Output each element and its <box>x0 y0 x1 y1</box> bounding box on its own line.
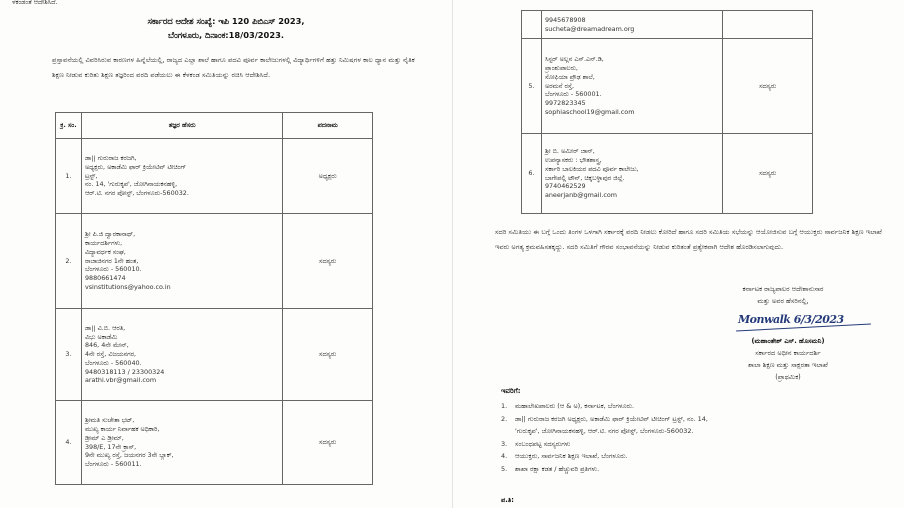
detail-phone: 9480318113 / 23300324 <box>84 367 165 376</box>
list-item-text: ಆಯುಕ್ತರು, ಸಾರ್ವಜನಿಕ ಶಿಕ್ಷಣ ಇಲಾಖೆ, ಬೆಂಗಳೂರು. <box>515 452 628 460</box>
detail-line: ಸಿಸ್ಟರ್ ಅಲ್ಲನ ಎಸ್.ಎನ್.ಡಿ, <box>544 55 604 64</box>
order-place-date: ಬೆಂಗಳೂರು, ದಿನಾಂಕ:18/03/2023. <box>167 30 285 40</box>
detail-line: ಶ್ರೀ ಪಿ.ಜಿ ದ್ವಾರಕಾನಾಥ್, <box>84 230 136 239</box>
list-item-number: 5. <box>501 464 508 473</box>
list-item-text: ಡಾ|| ಗುರುರಾಜ ಕರಜಗಿ ಅಧ್ಯಕ್ಷರು, ಅಕಾಡೆಮಿ ಫಾರ್ ಕ್ರಿಯೇಟಿವ್ ಟೀಚಿಂಗ್ ಟ್ರಸ್ಟ್, ನಂ. 14, <box>515 414 708 423</box>
detail-line: ಬೆಂಗಳೂರು - 560001. <box>544 90 602 99</box>
row-member-details <box>81 401 282 485</box>
list-item-number: 2. <box>501 414 508 423</box>
table-row <box>56 401 373 485</box>
detail-line: ವಿದ್ಯಾವರ್ಧಕ ಸಂಘ, <box>84 247 126 256</box>
detail-line: ಮುಖ್ಯ ಕಾರ್ಯ ನಿರ್ವಾಹಕ ಅಧಿಕಾರಿ, <box>84 424 160 433</box>
handwritten-signature: Monwalk 6/3/2023 <box>738 313 844 326</box>
instruction-paragraph: ಸದರಿ ಸಮಿತಿಯು ಈ ಬಗ್ಗೆ ಒಂದು ತಿಂಗಳ ಒಳಗಾಗಿ ಸರ್ಕಾರಕ್ಕೆ ವರದಿ ನೀಡಲು ಕೋರಿದೆ ಹಾಗೂ ಸದರಿ ಸಮಿತಿಯ ಸಭೆಯನ್ನು ಆಯೋಜಿಸುವ ಬಗ್ಗೆ ಆಯುಕ್ತರು ಸಾರ್ವಜನಿಕ ಶಿಕ್ಷಣ ಇಲಾಖೆ ಇವರು ಅಗತ್ಯ ಕ್ರಮವಹಿಸತಕ್ಕದ್ದು. ಸದರಿ ಸಮಿತಿಗೆ ಗೌರವ ಸಂಭಾವನೆಯನ್ನು ನೀಡುವ ಕುರಿತಂತೆ ಪ್ರತ್ಯೇಕವಾಗಿ ಆದೇಶ ಹೊರಡಿಸಲಾಗುವುದು. <box>495 228 882 251</box>
table-row <box>522 134 813 214</box>
list-item <box>501 438 891 451</box>
detail-line: ಸೋಫಿಯಾ ಪ್ರೌಢ ಶಾಲೆ, <box>544 72 595 81</box>
detail-line: ಡಾ|| ಗುರುರಾಜ ಕರಜಗಿ, <box>84 154 137 162</box>
detail-line: ರಾಜಾಜಿನಗರ 1ನೇ ಹಂತ, <box>84 256 139 265</box>
detail-line: ಡಾ|| ವಿ.ಬಿ. ಆರತಿ, <box>84 323 126 332</box>
detail-line: ವಿಭು ಅಕಾಡೆಮಿ <box>84 332 118 341</box>
detail-line: ಆರ್.ಟಿ. ನಗರ ಪೋಸ್ಟ್, ಬೆಂಗಳೂರು-560032. <box>84 189 189 198</box>
table-row <box>522 11 813 39</box>
detail-line: 398/E, 17ನೇ ಕ್ರಾಸ್, <box>84 442 137 451</box>
copy-to-heading: ಇವರಿಗೆ: <box>501 387 521 395</box>
detail-email: arathi.vbr@gmail.com <box>84 376 157 385</box>
closing-line: ಕರ್ನಾಟಕ ರಾಜ್ಯಪಾಲರ ಆದೇಶಾನುಸಾರ <box>742 285 824 293</box>
detail-line: ಬಾಗೇಪಲ್ಲಿ ಟೌನ್, ಚಿಕ್ಕಬಳ್ಳಾಪುರ ಜಿಲ್ಲೆ. <box>544 173 625 182</box>
copy-to-list <box>501 400 891 475</box>
detail-line: ಡ್ರೀಮ್ ಎ ಡ್ರೀಮ್, <box>84 433 124 442</box>
row-member-details <box>81 214 282 309</box>
signatory-title: ಸರ್ಕಾರದ ಅಧೀನ ಕಾರ್ಯದರ್ಶಿ <box>755 349 821 357</box>
detail-line: ಟ್ರಸ್ಟ್, <box>84 171 98 180</box>
detail-email: aneerjanb@gmail.com <box>544 191 618 200</box>
page-top-fragment: ಳಕಂಡಂತೆ ಆದೇಶಿಸಿದೆ. <box>12 0 58 6</box>
header-designation: ಪದನಾಮ <box>283 113 373 139</box>
table-row <box>56 214 373 309</box>
detail-phone: 9972823345 <box>544 99 586 108</box>
detail-email: sophiaschool19@gmail.com <box>544 107 635 116</box>
list-item <box>501 450 891 463</box>
table-row <box>56 139 373 214</box>
detail-line: ಸರ್ಕಾರಿ ಬಾಲಕಿಯರ ಪದವಿ ಪೂರ್ವ ಕಾಲೇಜು, <box>544 164 639 173</box>
closing-line: ಮತ್ತು ಅವರ ಹೆಸರಿನಲ್ಲಿ, <box>757 297 809 305</box>
list-item-number: 3. <box>501 439 508 448</box>
detail-line: 846, 4ನೇ ಮೇನ್, <box>84 341 129 350</box>
row-designation: ಸದಸ್ಯರು <box>723 134 813 214</box>
detail-phone: 9880661474 <box>84 274 126 283</box>
list-item-text: ಮಹಾಲೇಖಪಾಲರು (ಆ & ಅ), ಕರ್ನಾಟಕ, ಬೆಂಗಳೂರು. <box>515 402 635 410</box>
list-item <box>501 463 891 476</box>
footnote-label: ಪ.ತಿ: <box>501 496 514 504</box>
detail-line: ಶ್ರೀಮತಿ ಸುಚೇತಾ ಭಟ್, <box>84 416 135 425</box>
row-serial-no: 1. <box>56 139 82 214</box>
detail-line: 4ನೇ ರಸ್ತೆ, ವಿಜಯನಗರ, <box>84 350 137 359</box>
detail-line: ಶ್ರೀ ಬಿ. ಅಮೀರ್ ಜಾನ್, <box>544 147 595 156</box>
signatory-section: (ಪ್ರಾಥಮಿಕ) <box>775 373 801 381</box>
row-serial-no: 5. <box>522 39 542 134</box>
row-designation <box>723 11 813 39</box>
detail-email: vsinstitutions@yahoo.co.in <box>84 282 171 291</box>
detail-line: ಪ್ರಾಂಶುಪಾಲರು, <box>544 64 578 72</box>
list-item-text: ಶಾಖಾ ರಕ್ಷಾ ಕಡತ / ಹೆಚ್ಚುವರಿ ಪ್ರತಿಗಳು. <box>515 464 600 473</box>
table-row <box>522 39 813 134</box>
list-item-text: 'ಗುರುಕೃಪ', ಜೋಗಿನಾಯಕನಹಳ್ಳಿ, ಆರ್.ಟಿ. ನಗರ ಪೋಸ್ಟ್, ಬೆಂಗಳೂರು-560032. <box>515 427 694 435</box>
row-designation: ಸದಸ್ಯರು <box>723 39 813 134</box>
signatory-department: ಶಾಲಾ ಶಿಕ್ಷಣ ಮತ್ತು ಸಾಕ್ಷರತಾ ಇಲಾಖೆ <box>748 361 828 369</box>
header-expert-name: ತಜ್ಞರ ಹೆಸರು <box>81 113 282 139</box>
row-serial-no: 4. <box>56 401 82 485</box>
list-item-text: ಸಂಬಂಧಪಟ್ಟ ಸದಸ್ಯರುಗಳು <box>515 439 571 448</box>
intro-paragraph: ಪ್ರಸ್ತಾವನೆಯಲ್ಲಿ ವಿವರಿಸಿರುವ ಕಾರಣಗಳ ಹಿನ್ನೆಲೆಯಲ್ಲಿ, ರಾಜ್ಯದ ಎಲ್ಲಾ ಶಾಲೆ ಹಾಗೂ ಪದವಿ ಪೂರ್ವ ಕಾಲೇಜುಗಳಲ್ಲಿ ವಿದ್ಯಾರ್ಥಿಗಳಿಗೆ ಹತ್ತು ನಿಮಿಷಗಳ ಕಾಲ ಧ್ಯಾನ ಮತ್ತು ನೈತಿಕ ಶಿಕ್ಷಣ ನೀಡುವ ಕುರಿತು ಶಿಕ್ಷಣ ತಜ್ಞರಿಂದ ವರದಿ ಪಡೆಯಲು ಈ ಕೆಳಕಂಡ ಸಮಿತಿಯನ್ನು ರಚಿಸಿ ಆದೇಶಿಸಿದೆ. <box>52 56 415 79</box>
row-designation: ಅಧ್ಯಕ್ಷರು <box>283 139 373 214</box>
signatory-name: (ಮಹಾಂತೇಶ್ ಎಸ್. ಹೊಸಮನಿ) <box>751 337 825 345</box>
detail-line: 9ನೇ ಮುಖ್ಯ ರಸ್ತೆ, ಜಯನಗರ 3ನೇ ಬ್ಲಾಕ್, <box>84 451 174 460</box>
header-serial-no: ಕ್ರ. ಸಂ. <box>56 113 82 139</box>
detail-line: ಬೆಂಗಳೂರು - 560011. <box>84 460 142 469</box>
list-item-number: 1. <box>501 402 508 410</box>
row-member-details <box>541 39 722 134</box>
detail-line: ಉಪನ್ಯಾಸಕರು : ಭೌತಶಾಸ್ತ್ರ, <box>544 155 602 164</box>
detail-phone: 9945678908 <box>544 15 586 24</box>
row-member-details <box>81 139 282 214</box>
row-member-details <box>81 309 282 401</box>
table-header-row <box>56 113 373 139</box>
detail-line: ಅರಮನೆ ರಸ್ತೆ, <box>544 81 575 90</box>
row-serial-no: 3. <box>56 309 82 401</box>
detail-email: sucheta@dreamadream.org <box>544 24 635 33</box>
row-member-details <box>541 11 722 39</box>
table-row <box>56 309 373 401</box>
row-serial-no: 6. <box>522 134 542 214</box>
detail-line: ಅಧ್ಯಕ್ಷರು, ಅಕಾಡೆಮಿ ಫಾರ್ ಕ್ರಿಯೇಟಿವ್ ಟೀಚಿಂಗ್ <box>84 162 186 171</box>
row-serial-no <box>522 11 542 39</box>
list-item <box>501 425 891 438</box>
row-designation: ಸದಸ್ಯರು <box>283 214 373 309</box>
list-item <box>501 413 891 426</box>
list-item <box>501 400 891 413</box>
detail-phone: 9740462529 <box>544 182 586 191</box>
detail-line: ಬೆಂಗಳೂರು - 560040. <box>84 358 142 367</box>
list-item-number: 4. <box>501 452 508 460</box>
row-serial-no: 2. <box>56 214 82 309</box>
row-designation: ಸದಸ್ಯರು <box>283 401 373 485</box>
document-page-right <box>452 0 904 508</box>
detail-line: ನಂ. 14, 'ಗುರುಕೃಪ', ಜೋಗಿನಾಯಕನಹಳ್ಳಿ, <box>84 180 178 189</box>
detail-line: ಬೆಂಗಳೂರು - 560010. <box>84 265 142 274</box>
closing-block <box>703 283 863 307</box>
row-designation: ಸದಸ್ಯರು <box>283 309 373 401</box>
detail-line: ಕಾರ್ಯದರ್ಶಿಗಳು, <box>84 239 123 247</box>
signatory-block <box>703 335 873 383</box>
committee-table-part-1 <box>55 112 373 485</box>
committee-table-part-2 <box>521 10 813 214</box>
row-member-details <box>541 134 722 214</box>
order-title: ಸರ್ಕಾರದ ಆದೇಶ ಸಂಖ್ಯೆ: ಇಪಿ 120 ಪಿಬಿಎಸ್ 2023, <box>147 16 305 26</box>
